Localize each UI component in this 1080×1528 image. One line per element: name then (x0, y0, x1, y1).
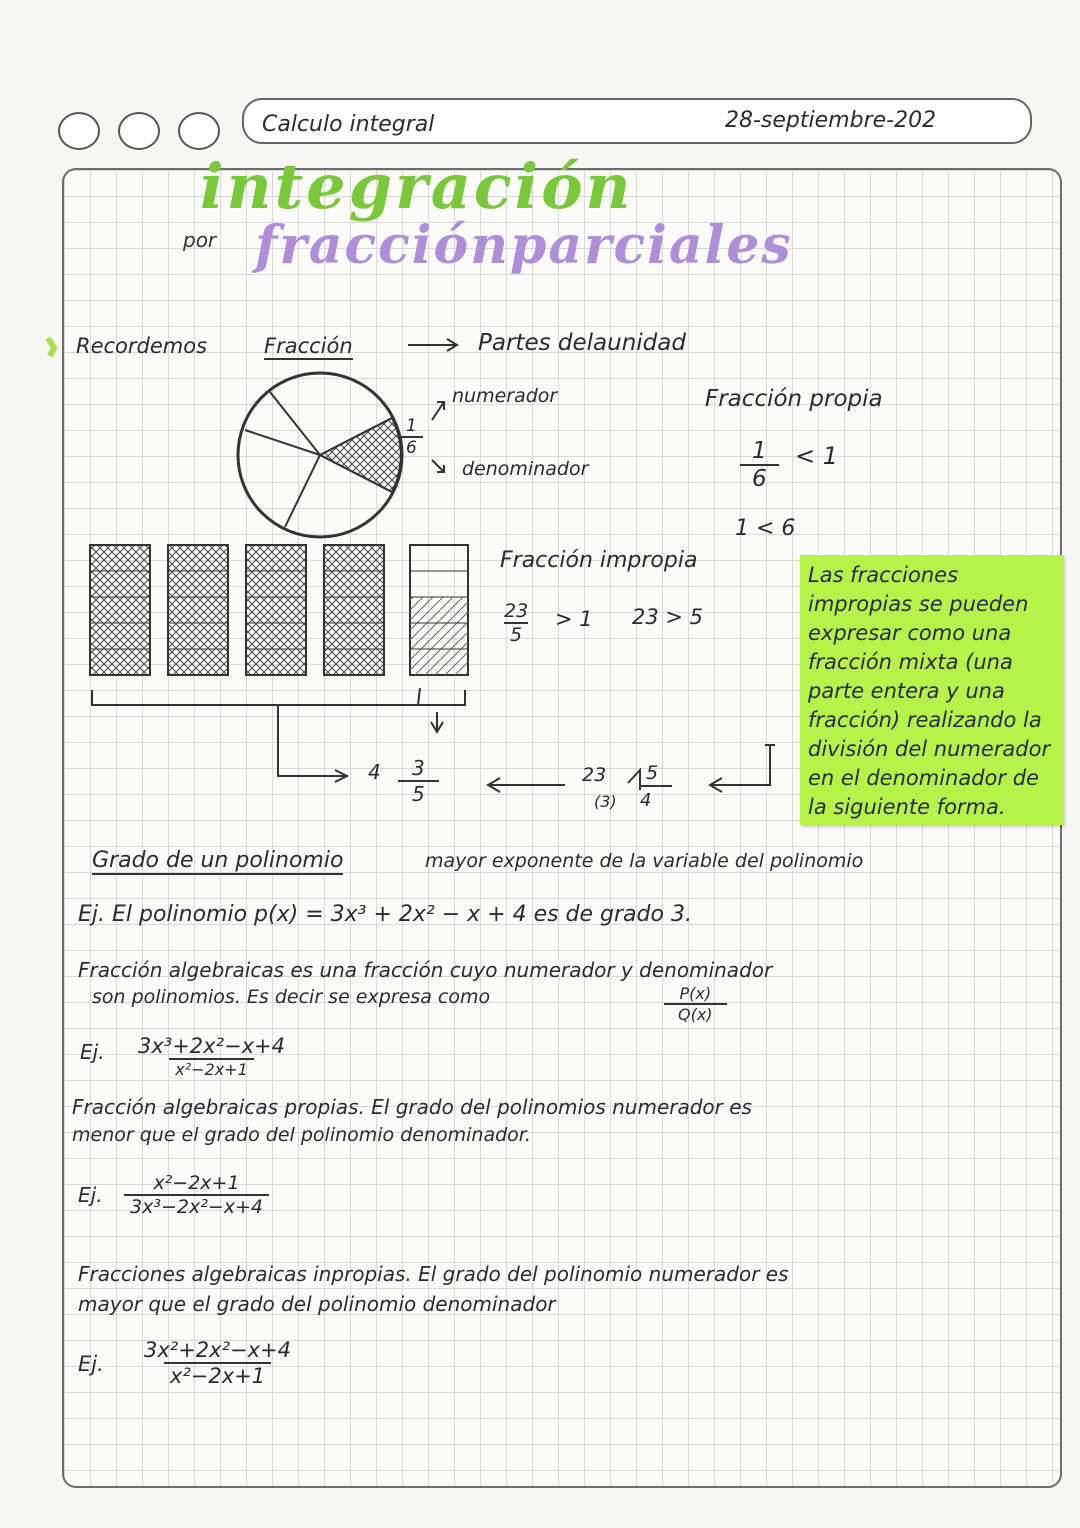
pq-fraction-num: P(x) (679, 984, 712, 1003)
division-quotient: 4 (640, 790, 652, 811)
recall-label: Recordemos (76, 334, 208, 358)
arrow-up (432, 402, 444, 420)
pie-fraction-num: 1 (406, 416, 417, 436)
degree-term: Grado de un polinomio (92, 848, 344, 873)
proper-compare: < 1 (795, 442, 839, 470)
date-label: 28-septiembre-202 (725, 108, 937, 133)
ej-label: Ej. (78, 1183, 103, 1207)
title-line-1: integración (200, 150, 634, 223)
algebraic-example-den: x²−2x+1 (169, 1058, 254, 1079)
proper-title: Fracción propia (705, 386, 883, 412)
division-dividend: 23 (582, 764, 607, 786)
arrow-down-small (431, 712, 443, 732)
algebraic-line-1: Fracción algebraicas es una fracción cuyo numerador y denominador (78, 958, 773, 982)
proper-alg-example-num: x²−2x+1 (153, 1172, 240, 1194)
bracket-tick (418, 688, 420, 705)
improper-title: Fracción impropia (500, 548, 698, 573)
title-line-2: fracciónparciales (255, 215, 793, 276)
improper-alg-example-den: x²−2x+1 (164, 1362, 271, 1388)
mixed-fraction (398, 756, 439, 806)
subject-label: Calculo integral (262, 112, 435, 137)
fraction-definition: Partes delaunidad (478, 330, 686, 356)
mixed-fraction-den: 5 (398, 780, 439, 806)
mixed-whole: 4 (368, 760, 381, 784)
proper-alg-line-2: menor que el grado del polinomio denominador. (72, 1124, 531, 1146)
arrow-to-mixed (278, 705, 347, 782)
improper-alg-example (138, 1338, 297, 1388)
highlight-mark (48, 338, 54, 356)
bar-diagram (90, 545, 468, 675)
improper-fraction-den: 5 (504, 622, 528, 646)
bracket (92, 690, 465, 705)
improper-fraction-num: 23 (504, 600, 529, 622)
numerador-label: numerador (452, 385, 558, 407)
degree-example: Ej. El polinomio p(x) = 3x³ + 2x² − x + 4 es de grado 3. (78, 902, 692, 927)
ej-label: Ej. (78, 1352, 104, 1376)
degree-definition: mayor exponente de la variable del polinomio (425, 850, 864, 872)
denominador-label: denominador (462, 458, 589, 480)
division-remainder: (3) (594, 792, 617, 811)
fraction-term: Fracción (264, 334, 353, 358)
mixed-fraction-num: 3 (412, 756, 425, 780)
proper-alg-line-1: Fracción algebraicas propias. El grado del polinomios numerador es (72, 1095, 752, 1119)
proper-fraction (740, 438, 779, 492)
algebraic-example (132, 1034, 291, 1079)
sticky-note-text: Las fracciones impropias se pueden expresar como una fracción mixta (una parte entera y una fracción) realizando la división del numerador en el denominador de la siguiente forma. (808, 563, 1051, 819)
arrow-from-note (710, 745, 775, 792)
proper-alg-example (124, 1172, 269, 1218)
sticky-note (800, 555, 1064, 825)
pie-diagram (238, 373, 402, 537)
improper-alg-line-2: mayor que el grado del polinomio denominador (78, 1292, 556, 1316)
ej-label: Ej. (80, 1040, 105, 1064)
improper-fraction (498, 600, 534, 646)
improper-alg-line-1: Fracciones algebraicas inpropias. El grado del polinomio numerador es (78, 1262, 789, 1286)
algebraic-line-2: son polinomios. Es decir se expresa como (92, 986, 491, 1008)
improper-inequality: 23 > 5 (632, 605, 704, 629)
arrow-down (432, 460, 444, 472)
proper-fraction-num: 1 (752, 438, 767, 464)
division-divisor: 5 (646, 762, 659, 784)
algebraic-example-num: 3x³+2x²−x+4 (138, 1034, 285, 1058)
improper-alg-example-num: 3x²+2x²−x+4 (144, 1338, 291, 1362)
improper-compare: > 1 (555, 607, 593, 631)
pq-fraction (664, 984, 727, 1024)
proper-inequality: 1 < 6 (735, 516, 796, 541)
pie-fraction (400, 416, 423, 458)
pq-fraction-den: Q(x) (664, 1003, 727, 1024)
pie-fraction-den: 6 (400, 436, 423, 458)
title-connector: por (183, 228, 217, 252)
proper-alg-example-den: 3x³−2x²−x+4 (124, 1194, 269, 1218)
proper-fraction-den: 6 (740, 464, 779, 492)
